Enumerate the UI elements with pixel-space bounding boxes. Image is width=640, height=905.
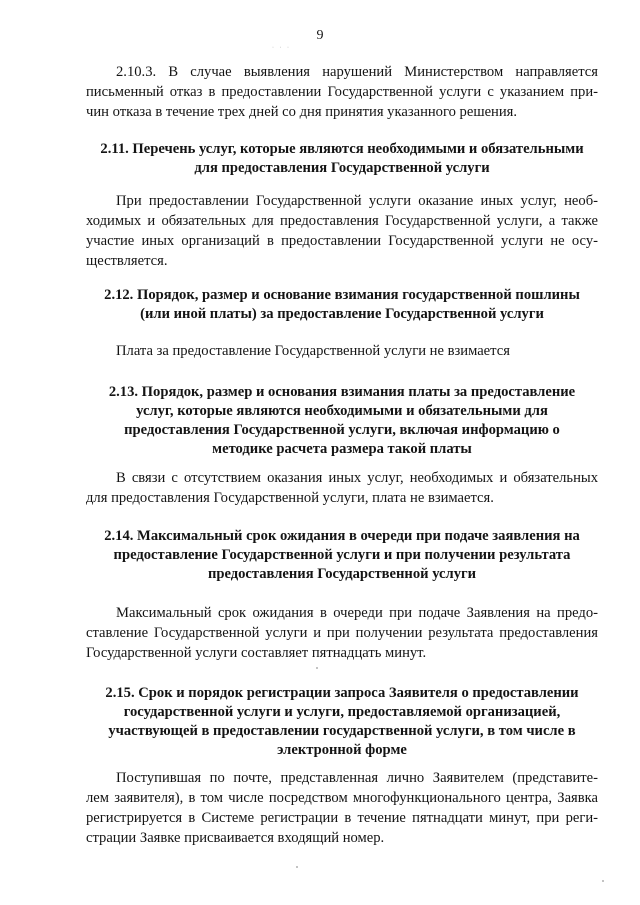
heading-line: 2.11. Перечень услуг, которые являются необходимыми и обязательными xyxy=(100,141,584,157)
text-line: Плата за предоставление Государственной услуги не взимается xyxy=(116,343,510,359)
text-line: для предоставления Государственной услуги, плата не взимается. xyxy=(86,490,494,506)
heading-line: 2.12. Порядок, размер и основание взимания государственной пошлины xyxy=(104,287,580,303)
heading-line: 2.14. Максимальный срок ожидания в очереди при подаче заявления на xyxy=(104,528,580,544)
text-line: участие иных организаций в предоставлении Государственной услуги не осу- xyxy=(86,233,598,249)
paragraph-2-11 xyxy=(86,191,598,271)
text-line: ществляется. xyxy=(86,253,168,269)
heading-2-12 xyxy=(86,286,598,324)
heading-line: участвующей в предоставлении государственной услуги, в том числе в xyxy=(108,723,576,739)
heading-line: методике расчета размера такой платы xyxy=(212,441,472,457)
text-line: В связи с отсутствием оказания иных услуг, необходимых и обязательных xyxy=(116,470,598,486)
heading-line: предоставления Государственной услуги xyxy=(207,566,477,582)
text-line: ставление Государственной услуги и при получении результата предоставления xyxy=(86,625,598,641)
heading-2-11 xyxy=(86,140,598,178)
text-line: чин отказа в течение трех дней со дня принятия указанного решения. xyxy=(86,104,518,120)
paragraph-2-13 xyxy=(86,468,598,508)
page-number: 9 xyxy=(316,28,324,43)
heading-line: электронной форме xyxy=(277,742,407,758)
heading-2-13 xyxy=(86,383,598,459)
scan-speck: · · · xyxy=(272,45,291,51)
text-line: Государственной услуги составляет пятнадцать минут. xyxy=(86,645,427,661)
text-line: регистрируется в Системе регистрации в течение пятнадцати минут, при реги- xyxy=(86,810,598,826)
heading-line: услуг, которые являются необходимыми и обязательными для xyxy=(136,403,548,419)
heading-line: 2.15. Срок и порядок регистрации запроса Заявителя о предоставлении xyxy=(105,685,579,701)
text-line: ходимых и обязательных для предоставления Государственной услуги, а также xyxy=(86,213,598,229)
heading-line: 2.13. Порядок, размер и основания взимания платы за предоставление xyxy=(108,384,576,400)
scan-dot xyxy=(602,880,604,882)
paragraph-2-10-3 xyxy=(86,62,598,122)
text-line: Поступившая по почте, представленная лично Заявителем (представите- xyxy=(116,770,598,786)
paragraph-2-15 xyxy=(86,768,598,848)
text-line: лем заявителя), в том числе посредством многофункционального центра, Заявка xyxy=(86,790,598,806)
scan-dot xyxy=(296,866,298,868)
heading-2-14 xyxy=(86,527,598,584)
text-line: страции Заявке присваивается входящий номер. xyxy=(86,830,385,846)
text-line: письменный отказ в предоставлении Государственной услуги с указанием при- xyxy=(86,84,598,100)
text-line: При предоставлении Государственной услуги оказание иных услуг, необ- xyxy=(116,193,598,209)
heading-line: для предоставления Государственной услуги xyxy=(194,160,490,176)
heading-2-15 xyxy=(86,684,598,760)
heading-line: предоставления Государственной услуги, включая информацию о xyxy=(124,422,560,438)
paragraph-2-14 xyxy=(86,603,598,663)
heading-line: (или иной платы) за предоставление Государственной услуги xyxy=(140,306,544,322)
scan-dot xyxy=(316,667,318,669)
heading-line: государственной услуги и услуги, предоставляемой организацией, xyxy=(123,704,561,720)
text-line: Максимальный срок ожидания в очереди при подаче Заявления на предо- xyxy=(116,605,598,621)
heading-line: предоставление Государственной услуги и при получении результата xyxy=(113,547,571,563)
text-line: 2.10.3. В случае выявления нарушений Министерством направляется xyxy=(116,64,598,80)
paragraph-2-12 xyxy=(86,341,598,361)
